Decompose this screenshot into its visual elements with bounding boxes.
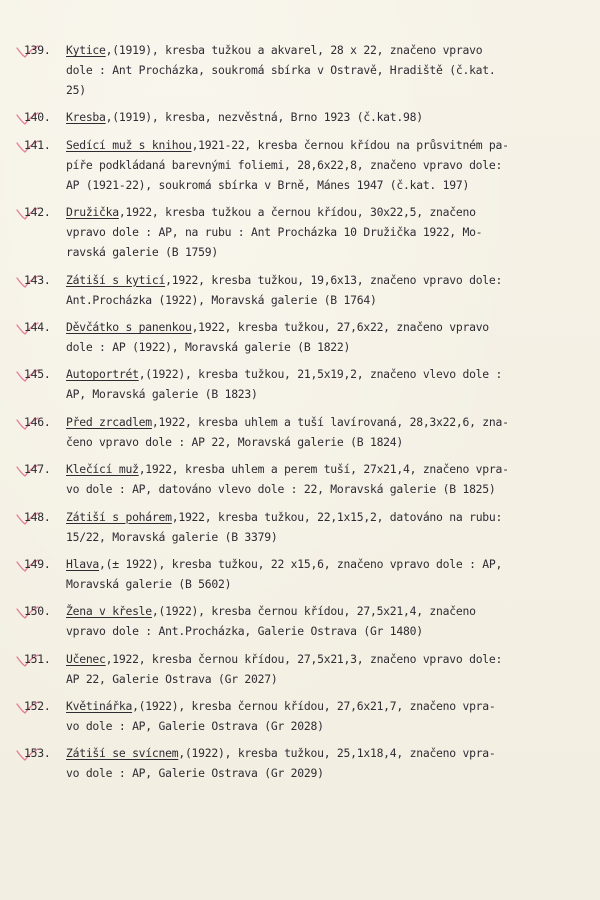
entry-line: vo dole : AP, Galerie Ostrava (Gr 2029) [66,766,324,781]
entry-text: ,(1919), kresba tužkou a akvarel, 28 x 22, značeno vpravo [105,43,483,57]
entry-line [24,202,594,222]
entry-title: Klečící muž [66,462,139,477]
entry-line [24,40,594,60]
entry-line [24,507,594,527]
entry-number: 143. [24,272,51,287]
entry-number: 148. [24,509,51,524]
entry-text: ,1922, kresba černou křídou, 27,5x21,3, značeno vpravo dole: [105,651,503,666]
catalogue-entry [24,743,594,783]
entry-text: ,1922, kresba tužkou, 27,6x22, značeno vpravo [191,319,489,334]
entry-title: Děvčátko s panenkou [66,319,192,334]
catalogue-entry [24,317,594,357]
entry-line [24,554,594,574]
entry-text: ,(± 1922), kresba tužkou, 22 x15,6, značeno vpravo dole : AP, [99,556,503,571]
entry-line: píře podkládaná barevnými foliemi, 28,6x22,8, značeno vpravo dole: [66,157,503,172]
entry-text: ,(1922), kresba černou křídou, 27,6x21,7, značeno vpra- [132,699,496,714]
entry-number: 150. [24,604,51,619]
entry-line: vo dole : AP, datováno vlevo dole : 22, Moravská galerie (B 1825) [66,482,496,497]
catalogue-entry [24,507,594,547]
entry-number: 146. [24,414,51,429]
catalogue-entry [24,40,594,100]
catalogue-entry [24,412,594,452]
entry-line: AP, Moravská galerie (B 1823) [66,387,258,402]
catalogue-entry [24,107,594,127]
catalogue-entry-list [24,40,594,791]
entry-title: Kytice [66,43,106,57]
entry-number: 140. [24,110,51,125]
entry-title: Sedící muž s knihou [66,137,192,152]
entry-line [24,743,594,763]
entry-title: Květinářka [66,699,133,714]
catalogue-entry [24,459,594,499]
entry-line: AP (1921-22), soukromá sbírka v Brně, Mánes 1947 (č.kat. 197) [66,177,470,192]
entry-title: Kresba [66,110,106,125]
entry-title: Učenec [66,651,106,666]
entry-line: Ant.Procházka (1922), Moravská galerie (B 1764) [66,292,377,307]
entry-text: ,1922, kresba uhlem a tuší lavírovaná, 28,3x22,6, zna- [151,414,509,429]
entry-title: Žena v křesle [66,604,152,619]
entry-line: AP 22, Galerie Ostrava (Gr 2027) [66,671,278,686]
entry-text: ,(1919), kresba, nezvěstná, Brno 1923 (č.kat.98) [105,110,423,125]
entry-number: 145. [24,367,51,382]
entry-line: 15/22, Moravská galerie (B 3379) [66,529,278,544]
entry-line: dole : Ant Procházka, soukromá sbírka v Ostravě, Hradiště (č.kat. [66,63,496,77]
entry-line [24,270,594,290]
entry-line [24,412,594,432]
entry-number: 147. [24,462,51,477]
entry-line: vpravo dole : AP, na rubu : Ant Procházka 10 Družička 1922, Mo- [66,225,483,240]
catalogue-entry [24,601,594,641]
entry-title: Před zrcadlem [66,414,152,429]
entry-line [24,107,594,127]
entry-line: vo dole : AP, Galerie Ostrava (Gr 2028) [66,719,324,734]
entry-line [24,649,594,669]
entry-line: dole : AP (1922), Moravská galerie (B 1822) [66,339,351,354]
entry-line: čeno vpravo dole : AP 22, Moravská galerie (B 1824) [66,434,403,449]
catalogue-entry [24,696,594,736]
catalogue-entry [24,202,594,262]
entry-number: 141. [24,137,51,152]
entry-text: ,1922, kresba uhlem a perem tuší, 27x21,4, značeno vpra- [138,462,509,477]
entry-number: 152. [24,699,51,714]
entry-number: 144. [24,319,51,334]
entry-text: ,1922, kresba tužkou, 19,6x13, značeno vpravo dole: [165,272,503,287]
entry-number: 142. [24,205,51,220]
entry-title: Hlava [66,556,100,571]
catalogue-entry [24,554,594,594]
entry-text: ,1921-22, kresba černou křídou na průsvitném pa- [191,137,509,152]
entry-line: ravská galerie (B 1759) [66,245,218,260]
entry-text: ,1922, kresba tužkou a černou křídou, 30x22,5, značeno [118,205,476,220]
entry-title: Zátiší se svícnem [66,746,179,761]
entry-line [24,696,594,716]
entry-line: Moravská galerie (B 5602) [66,576,232,591]
entry-text: ,(1922), kresba tužkou, 25,1x18,4, značeno vpra- [178,746,496,761]
entry-title: Družička [66,205,119,220]
entry-text: ,(1922), kresba tužkou, 21,5x19,2, značeno vlevo dole : [138,367,503,382]
entry-title: Zátiší s kyticí [66,272,166,287]
entry-title: Zátiší s pohárem [66,509,172,524]
entry-line: vpravo dole : Ant.Procházka, Galerie Ostrava (Gr 1480) [66,624,423,639]
entry-text: ,(1922), kresba černou křídou, 27,5x21,4, značeno [151,604,476,619]
entry-number: 151. [24,651,51,666]
catalogue-entry [24,364,594,404]
catalogue-entry [24,270,594,310]
entry-line: 25) [66,83,86,97]
catalogue-entry [24,649,594,689]
entry-number: 153. [24,746,51,761]
entry-line [24,135,594,155]
entry-number: 139. [24,43,51,57]
catalogue-entry [24,135,594,195]
entry-text: ,1922, kresba tužkou, 22,1x15,2, datováno na rubu: [171,509,503,524]
entry-line [24,601,594,621]
entry-line [24,459,594,479]
entry-line [24,364,594,384]
entry-line [24,317,594,337]
entry-title: Autoportrét [66,367,139,382]
entry-number: 149. [24,556,51,571]
